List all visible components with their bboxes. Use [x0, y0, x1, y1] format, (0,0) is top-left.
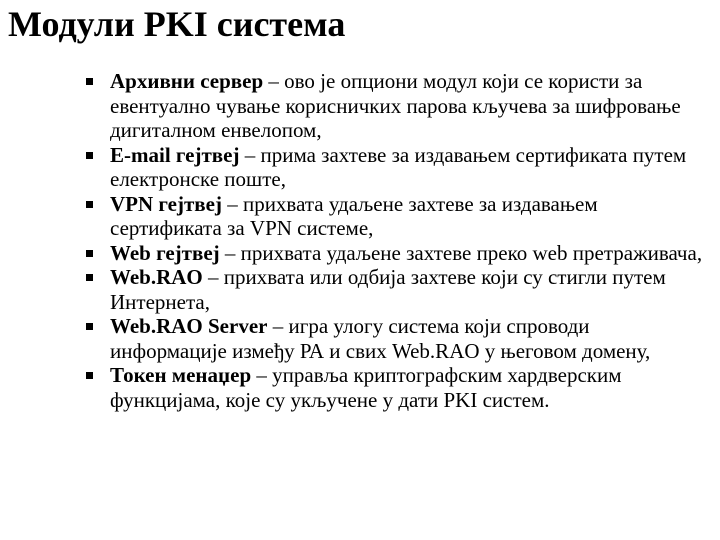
- item-term: Токен менаџер: [110, 363, 252, 387]
- slide-title: Модули PKI система: [8, 4, 346, 44]
- list-item: [80, 241, 710, 266]
- square-bullet-icon: [86, 323, 93, 330]
- list-item: [80, 69, 710, 143]
- item-description: – ово је опциони модул који се користи за евентуално чување корисничких парова кључева за шифровање дигиталном енвелопом,: [110, 69, 681, 142]
- module-list: [80, 69, 710, 412]
- square-bullet-icon: [86, 274, 93, 281]
- item-term: E-mail гејтвеј: [110, 142, 240, 167]
- list-item: [80, 314, 710, 363]
- item-term: Web.RAO Server: [110, 314, 268, 338]
- item-description: – прима захтеве за издавањем сертификата путем електронске поште,: [110, 142, 687, 191]
- square-bullet-icon: [86, 250, 93, 257]
- square-bullet-icon: [86, 152, 93, 159]
- item-term: Архивни сервер: [110, 69, 264, 93]
- item-description: – управља криптографским хардверским функцијама, које су укључене у дати PKI систем.: [110, 363, 622, 412]
- item-description: – прихвата или одбија захтеве који су стигли путем Интернета,: [110, 265, 666, 314]
- list-item: [80, 192, 710, 241]
- item-term: Web гејтвеј: [110, 240, 220, 265]
- list-item: [80, 265, 710, 314]
- item-term: VPN гејтвеј: [110, 191, 222, 216]
- square-bullet-icon: [86, 201, 93, 208]
- item-description: – прихвата удаљене захтеве преко web претраживача,: [219, 240, 703, 265]
- item-description: – прихвата удаљене захтеве за издавањем сертификата за VPN системе,: [110, 191, 598, 240]
- list-item: [80, 363, 710, 412]
- list-item: [80, 143, 710, 192]
- square-bullet-icon: [86, 78, 93, 85]
- item-description: – игра улогу система који спроводи информације између РА и свих Web.RAO у његовом домену,: [110, 314, 651, 363]
- item-term: Web.RAO: [110, 265, 203, 289]
- square-bullet-icon: [86, 372, 93, 379]
